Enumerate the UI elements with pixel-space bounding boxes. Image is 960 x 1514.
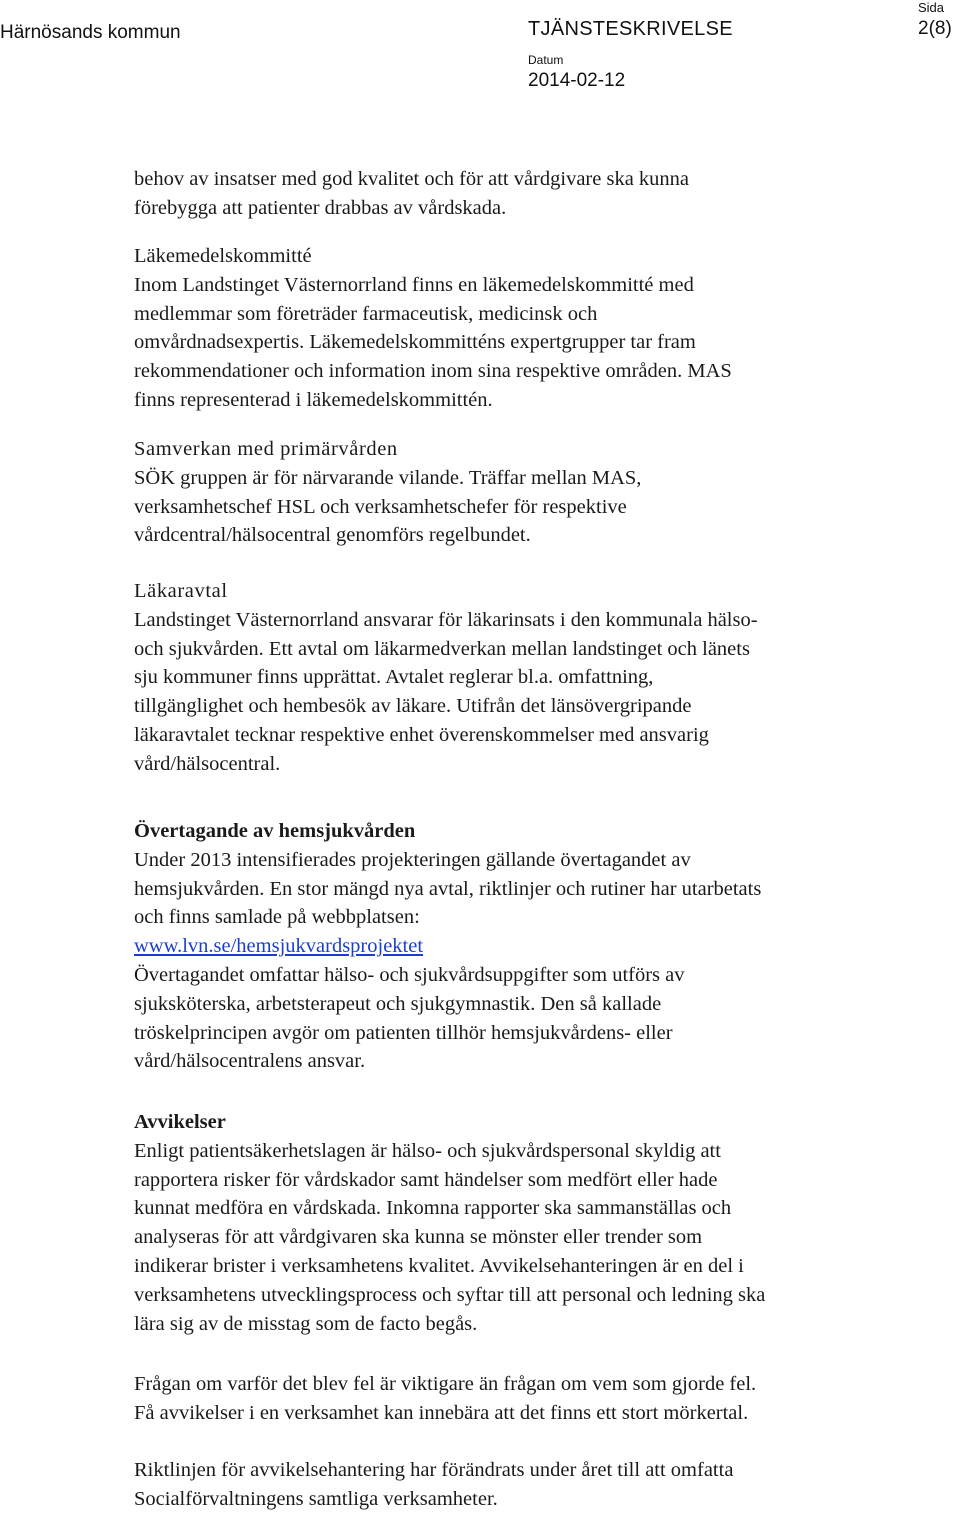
text-line: sjuksköterska, arbetsterapeut och sjukgymnastik. Den så kallade	[134, 992, 662, 1015]
section-heading: Övertagande av hemsjukvården	[134, 820, 416, 842]
text-line: tillgänglighet och hembesök av läkare. Utifrån det länsövergripande	[134, 695, 692, 718]
text-line: rekommendationer och information inom sina respektive områden. MAS	[134, 360, 732, 383]
text-line: kunnat medföra en vårdskada. Inkomna rapporter ska sammanställas och	[134, 1197, 732, 1220]
intro-paragraph	[134, 165, 894, 223]
samverkan-section	[134, 435, 894, 550]
text-line: och finns samlade på webbplatsen:	[134, 906, 420, 929]
text-line: vård/hälsocentral.	[134, 752, 281, 775]
text-line: analyseras för att vårdgivaren ska kunna se mönster eller trender som	[134, 1226, 703, 1249]
text-line: lära sig av de misstag som de facto begås.	[134, 1312, 478, 1335]
text-line: verksamhetens utvecklingsprocess och syftar till att personal och ledning ska	[134, 1283, 766, 1306]
text-line: omvårdnadsexpertis. Läkemedelskommitténs expertgrupper tar fram	[134, 331, 696, 354]
text-line: Under 2013 intensifierades projekteringen gällande övertagandet av	[134, 848, 691, 871]
text-line: och sjukvården. Ett avtal om läkarmedverkan mellan landstinget och länets	[134, 637, 750, 660]
avvikelser-section	[134, 1108, 894, 1338]
section-heading: Läkaravtal	[134, 580, 228, 602]
text-line: Enligt patientsäkerhetslagen är hälso- och sjukvårdspersonal skyldig att	[134, 1139, 721, 1162]
text-line: finns representerad i läkemedelskommittén.	[134, 388, 493, 411]
text-line: vård/hälsocentralens ansvar.	[134, 1050, 366, 1073]
text-line: läkaravtalet tecknar respektive enhet överenskommelser med ansvarig	[134, 723, 709, 746]
text-line: sju kommuner finns upprättat. Avtalet reglerar bl.a. omfattning,	[134, 666, 654, 689]
text-line: indikerar brister i verksamhetens kvalitet. Avvikelsehanteringen är en del i	[134, 1254, 744, 1277]
text-line: förebygga att patienter drabbas av vårdskada.	[134, 196, 507, 219]
text-line: rapportera risker för vårdskador samt händelser som medfört eller hade	[134, 1168, 718, 1191]
avvikelser-paragraph-3	[134, 1456, 894, 1514]
text-line: Övertagandet omfattar hälso- och sjukvårdsuppgifter som utförs av	[134, 963, 685, 986]
section-heading: Avvikelser	[134, 1111, 226, 1133]
text-line: behov av insatser med god kvalitet och för att vårdgivare ska kunna	[134, 168, 690, 190]
overtagande-section	[134, 817, 894, 1076]
date-label: Datum	[528, 53, 564, 67]
organization-name: Härnösands kommun	[0, 22, 181, 43]
text-line: Socialförvaltningens samtliga verksamheter.	[134, 1487, 498, 1510]
section-heading: Samverkan med primärvården	[134, 438, 398, 460]
text-line: SÖK gruppen är för närvarande vilande. Träffar mellan MAS,	[134, 466, 642, 489]
project-website-link[interactable]: www.lvn.se/hemsjukvardsprojektet	[134, 935, 424, 958]
lakaravtal-section	[134, 577, 894, 779]
text-line: verksamhetschef HSL och verksamhetschefer för respektive	[134, 495, 627, 518]
text-line: Riktlinjen för avvikelsehantering har förändrats under året till att omfatta	[134, 1459, 734, 1481]
page-number: 2(8)	[918, 18, 952, 39]
section-heading: Läkemedelskommitté	[134, 245, 312, 267]
text-line: Frågan om varför det blev fel är viktigare än frågan om vem som gjorde fel.	[134, 1373, 757, 1395]
text-line: vårdcentral/hälsocentral genomförs regelbundet.	[134, 524, 531, 547]
text-line: hemsjukvården. En stor mängd nya avtal, riktlinjer och rutiner har utarbetats	[134, 877, 762, 900]
avvikelser-paragraph-2	[134, 1370, 894, 1428]
text-line: tröskelprincipen avgör om patienten tillhör hemsjukvårdens- eller	[134, 1021, 673, 1044]
text-line: Få avvikelser i en verksamhet kan innebära att det finns ett stort mörkertal.	[134, 1401, 749, 1424]
document-date: 2014-02-12	[528, 70, 626, 91]
lakemedel-section	[134, 242, 894, 415]
text-line: Inom Landstinget Västernorrland finns en läkemedelskommitté med	[134, 273, 694, 296]
text-line: Landstinget Västernorrland ansvarar för läkarinsats i den kommunala hälso-	[134, 608, 758, 631]
text-line: medlemmar som företräder farmaceutisk, medicinsk och	[134, 302, 598, 325]
page-label: Sida	[918, 0, 945, 15]
document-type: TJÄNSTESKRIVELSE	[528, 18, 733, 40]
